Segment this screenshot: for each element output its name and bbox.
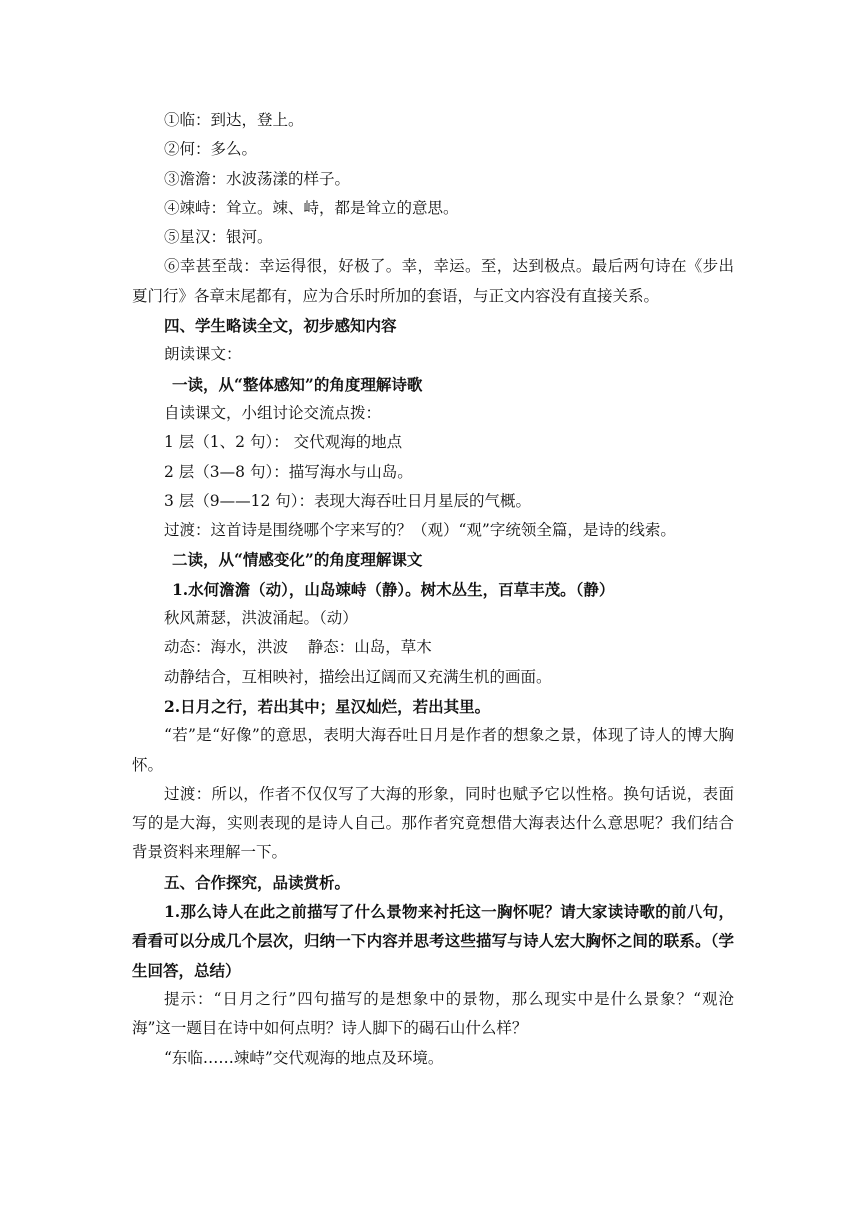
note-3: ③澹澹：水波荡漾的样子。 xyxy=(164,169,351,188)
self-read: 自读课文，小组讨论交流点拨： xyxy=(164,403,382,422)
east-line: “东临……竦峙”交代观海的地点及环境。 xyxy=(164,1048,444,1067)
autumn-line: 秋风萧瑟，洪波涌起。（动） xyxy=(164,609,358,628)
section4-heading: 四、学生略读全文，初步感知内容 xyxy=(164,316,397,336)
combine-line: 动静结合，互相映衬，描绘出辽阔而又充满生机的画面。 xyxy=(164,667,552,686)
note-6: ⑥幸甚至哉：幸运得很，好极了。幸，幸运。至，达到极点。最后两句诗在《步出夏门行》各章末尾都有，应为合乐时所加的套语，与正文内容没有直接关系。 xyxy=(132,257,734,305)
note-1: ①临：到达，登上。 xyxy=(164,111,304,129)
transition-1: 过渡：这首诗是围绕哪个字来写的？（观）“观”字统领全篇，是诗的线索。 xyxy=(164,521,676,540)
dynamic-static: 动态：海水，洪波 静态：山岛，草木 xyxy=(164,638,432,657)
layer-2: 2 层（3—8 句）：描写海水与山岛。 xyxy=(164,462,413,481)
note-4: ④竦峙：耸立。竦、峙，都是耸立的意思。 xyxy=(164,198,459,217)
read-intro: 朗读课文： xyxy=(164,345,242,364)
transition-2: 过渡：所以，作者不仅仅写了大海的形象，同时也赋予它以性格。换句话说，表面写的是大海，实则表现的是诗人自己。那作者究竟想借大海表达什么意思呢？我们结合背景资料来理解一下。 xyxy=(132,784,734,862)
layer-1: 1 层（1、2 句）： 交代观海的地点 xyxy=(164,433,403,452)
first-read-heading: 一读，从“整体感知”的角度理解诗歌 xyxy=(172,374,423,394)
note-5: ⑤星汉：银河。 xyxy=(164,228,273,247)
document-body xyxy=(132,106,734,1073)
point-1: 1.水何澹澹（动），山岛竦峙（静）。树木丛生，百草丰茂。（静） xyxy=(172,579,615,599)
section5-heading: 五、合作探究，品读赏析。 xyxy=(164,872,351,892)
point-2: 2.日月之行，若出其中；星汉灿烂，若出其里。 xyxy=(164,696,491,716)
second-read-heading: 二读，从“情感变化”的角度理解课文 xyxy=(172,550,423,570)
question-1: 1.那么诗人在此之前描写了什么景物来衬托这一胸怀呢？请大家读诗歌的前八句，看看可以分成几个层次，归纳一下内容并思考这些描写与诗人宏大胸怀之间的联系。（学生回答，总结） xyxy=(132,902,734,980)
ruo-explanation: “若”是“好像”的意思，表明大海吞吐日月是作者的想象之景，体现了诗人的博大胸怀。 xyxy=(132,726,734,774)
hint: 提示：“日月之行”四句描写的是想象中的景物，那么现实中是什么景象？“观沧海”这一题目在诗中如何点明？诗人脚下的碣石山什么样？ xyxy=(132,989,734,1038)
layer-3: 3 层（9——12 句）：表现大海吞吐日月星辰的气概。 xyxy=(164,491,532,510)
note-2: ②何：多么。 xyxy=(164,140,258,159)
